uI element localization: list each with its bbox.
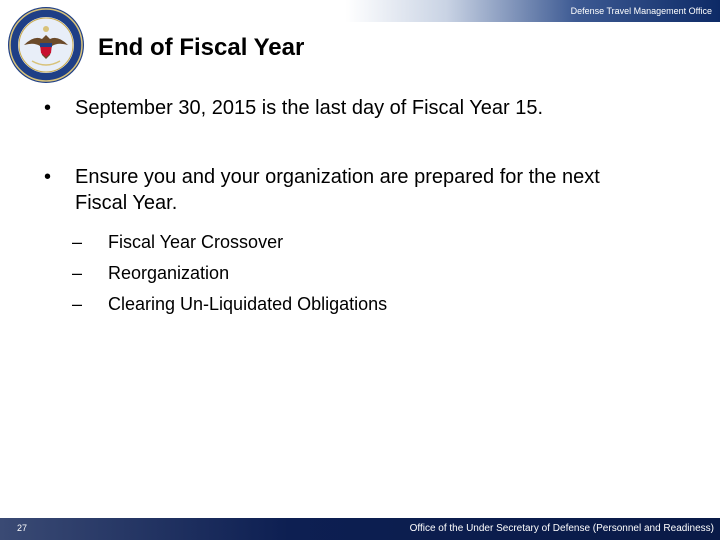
bullet-text: Ensure you and your organization are prepared for the next Fiscal Year.: [75, 166, 600, 214]
sub-bullet-item: [72, 289, 387, 320]
sub-bullet-item: [72, 258, 387, 289]
slide-title: End of Fiscal Year: [98, 34, 305, 61]
sub-bullet-list: [72, 227, 387, 320]
sub-bullet-text: Clearing Un-Liquidated Obligations: [108, 294, 388, 314]
dash-marker: –: [72, 294, 83, 314]
header-organization: Defense Travel Management Office: [570, 6, 712, 16]
footer-bar: [0, 518, 720, 540]
sub-bullet-text: Fiscal Year Crossover: [108, 232, 284, 252]
bullet-marker: •: [44, 166, 52, 188]
dash-marker: –: [72, 263, 83, 283]
footer-organization: Office of the Under Secretary of Defense (Personnel and Readiness): [409, 523, 714, 534]
bullet-text: September 30, 2015 is the last day of Fiscal Year 15.: [75, 97, 544, 119]
header-bar: [0, 0, 720, 22]
sub-bullet-text: Reorganization: [108, 263, 230, 283]
bullet-item: [44, 164, 604, 216]
page-number: 27: [17, 523, 28, 533]
bullet-item: [44, 95, 684, 121]
dod-seal-icon: [6, 5, 86, 85]
sub-bullet-item: [72, 227, 387, 258]
dash-marker: –: [72, 232, 83, 252]
bullet-marker: •: [44, 97, 52, 119]
